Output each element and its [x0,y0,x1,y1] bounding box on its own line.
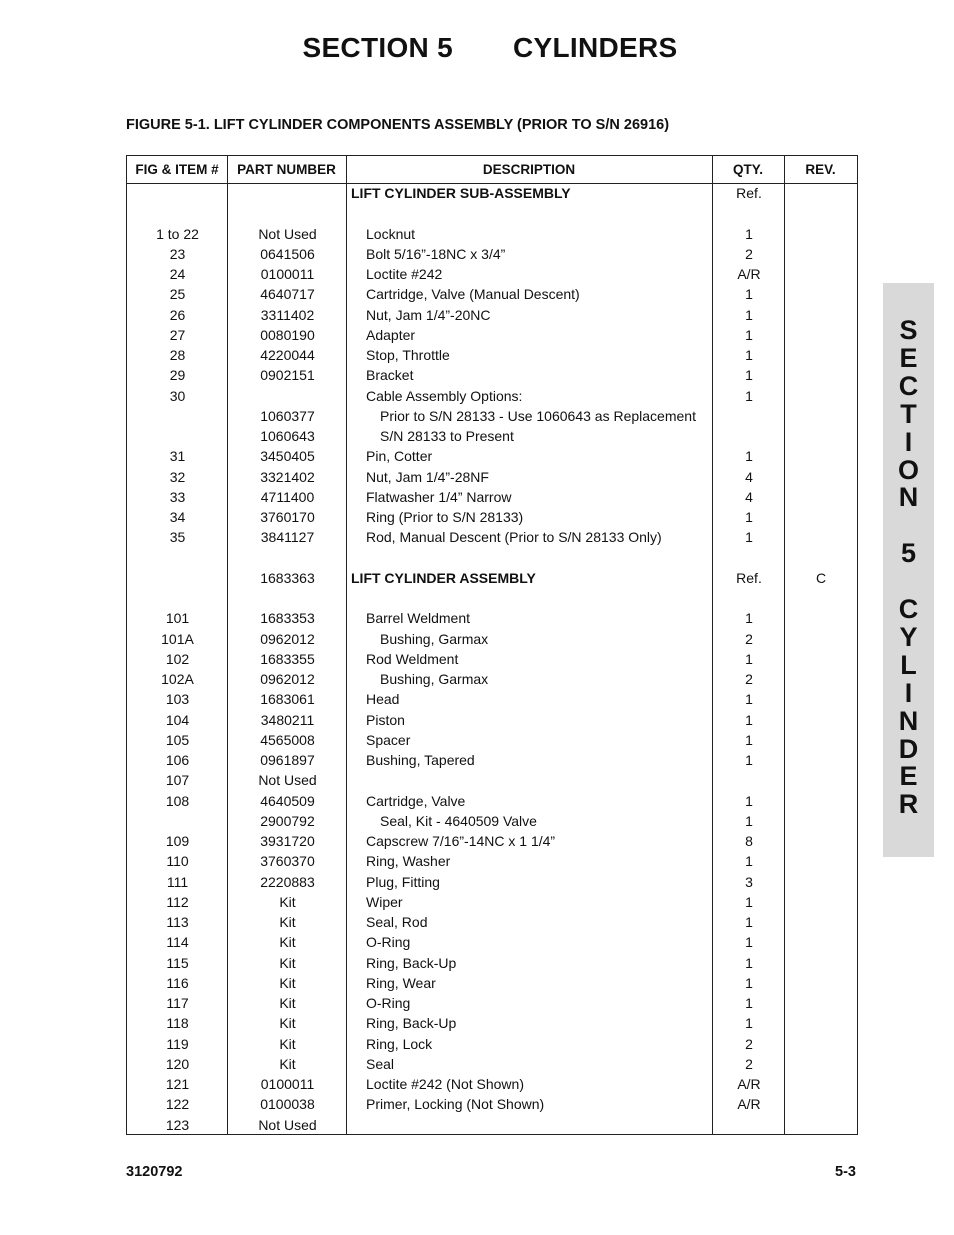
fig-item-cell: 101 [165,610,190,627]
qty-cell: 2 [745,245,753,262]
header-rev: REV. [805,162,836,177]
table-row [127,1013,857,1033]
table-row [127,629,857,649]
side-tab-letter: E [899,761,918,792]
fig-item-cell: 102A [161,671,194,687]
qty-cell: 1 [745,347,753,363]
description-cell: Nut, Jam 1/4”-20NC [366,306,491,323]
table-row [127,345,857,365]
table-row [127,932,857,952]
qty-cell: 1 [745,448,753,465]
table-row [127,851,857,871]
qty-cell: 1 [745,893,753,910]
fig-item-cell: 104 [165,711,190,728]
table-body [127,183,857,1135]
description-cell: Cable Assembly Options: [366,387,523,404]
part-number-cell: Not Used [258,1116,317,1133]
description-cell: Flatwasher 1/4” Narrow [366,488,512,505]
table-header [127,156,857,184]
fig-item-cell: 24 [169,266,186,282]
fig-item-cell: 102 [165,650,190,667]
table-row [127,507,857,527]
part-number-cell: 0080190 [260,326,315,343]
part-number-cell: 3321402 [260,468,315,485]
table-row [127,791,857,811]
side-tab-letter: L [900,649,917,680]
part-number-cell: 4565008 [260,731,315,748]
description-cell: Primer, Locking (Not Shown) [366,1096,545,1113]
qty-cell: A/R [737,266,761,282]
fig-item-cell: 30 [169,387,186,404]
document-number: 3120792 [126,1164,183,1180]
description-cell: Ring, Back-Up [366,1015,457,1032]
description-cell: Rod Weldment [366,650,459,667]
description-cell: Bracket [366,367,414,384]
part-number-cell: 3931720 [260,833,315,849]
fig-item-cell: 108 [165,792,190,809]
part-number-cell: 1683061 [260,691,315,708]
description-cell: Wiper [366,893,403,910]
fig-item-cell: 31 [169,448,186,465]
qty-cell: 1 [745,529,753,546]
part-number-cell: 1060643 [260,428,315,444]
part-number-cell: Kit [279,1055,296,1072]
part-number-cell: 4220044 [260,347,315,363]
description-cell: Seal, Rod [366,914,428,930]
header-part-number: PART NUMBER [237,162,336,177]
description-cell: Loctite #242 (Not Shown) [366,1076,524,1092]
description-cell: Pin, Cotter [366,448,433,465]
fig-item-cell: 113 [166,914,189,930]
side-tab-letter: C [898,594,919,624]
part-number-cell: 2900792 [260,812,315,829]
description-cell: O-Ring [366,934,411,951]
table-row [127,770,857,790]
fig-item-cell: 107 [165,772,190,789]
part-number-cell: 0641506 [260,245,315,262]
description-cell: Adapter [366,326,416,343]
qty-cell: 1 [745,225,753,242]
table-row [127,548,857,568]
table-row [127,487,857,507]
part-number-cell: Not Used [258,772,317,789]
description-cell: Seal, Kit - 4640509 Valve [380,812,537,829]
part-number-cell: 1060377 [260,407,315,424]
side-tab-letter: N [898,482,919,513]
part-number-cell: Kit [279,914,296,930]
part-number-cell: 3841127 [260,529,315,546]
part-number-cell: Kit [279,934,296,951]
part-number-cell: Kit [279,1015,296,1032]
side-tab-letter: S [899,315,918,345]
qty-cell: 1 [745,509,753,525]
table-row [127,224,857,244]
fig-item-cell: 115 [166,954,189,971]
fig-item-cell: 25 [169,286,186,303]
fig-item-cell: 27 [169,326,186,343]
table-row [127,264,857,284]
fig-item-cell: 111 [166,873,189,890]
part-number-cell: 0100011 [260,1076,315,1092]
qty-cell: A/R [737,1076,761,1092]
description-cell: Seal [366,1055,395,1072]
qty-cell: 1 [745,650,753,667]
description-cell: Locknut [366,225,416,242]
part-number-cell: 0100011 [260,266,315,282]
table-row [127,305,857,325]
description-cell: Ring, Washer [366,853,451,870]
part-number-cell: 3480211 [260,711,315,728]
qty-cell: 2 [745,630,753,647]
fig-item-cell: 114 [166,934,189,951]
fig-item-cell: 112 [166,893,189,910]
part-number-cell: 0962012 [260,671,315,687]
part-number-cell: 4640717 [260,286,315,303]
table-row [127,527,857,547]
part-number-cell: 3311402 [260,306,315,323]
table-row [127,872,857,892]
part-number-cell: Kit [279,974,296,991]
table-row [127,892,857,912]
qty-cell: 1 [745,711,753,728]
table-row [127,953,857,973]
description-cell: Ring, Back-Up [366,954,457,971]
fig-item-cell: 121 [165,1076,190,1092]
part-number-cell: 1683353 [260,610,315,627]
page-title [0,32,954,64]
parts-table [126,155,858,1135]
description-cell: Ring, Lock [366,1035,433,1052]
description-cell: Piston [366,711,405,728]
side-tab-letter: E [899,342,918,373]
side-tab-letter: I [904,426,913,457]
part-number-cell: Kit [279,954,296,971]
table-row [127,1115,857,1135]
fig-item-cell: 1 to 22 [156,225,199,242]
section-number: SECTION 5 [302,32,453,63]
side-tab-letter: R [898,789,919,820]
qty-cell: 1 [745,367,753,384]
table-row [127,426,857,446]
header-qty: QTY. [732,162,763,177]
table-row [127,467,857,487]
table-row [127,831,857,851]
qty-cell: 3 [745,873,753,890]
qty-cell: 1 [745,853,753,870]
qty-cell: 1 [745,995,753,1011]
table-row [127,203,857,223]
figure-caption: FIGURE 5-1. LIFT CYLINDER COMPONENTS ASSEMBLY (PRIOR TO S/N 26916) [126,117,670,133]
qty-cell: 1 [745,1015,753,1032]
qty-cell: 1 [745,792,753,809]
qty-cell: 1 [745,286,753,303]
table-row [127,183,857,203]
qty-cell: 1 [745,610,753,627]
description-cell: Barrel Weldment [366,610,471,627]
part-number-cell: 0902151 [260,367,315,384]
section-title: CYLINDERS [513,32,678,63]
description-cell: Ring, Wear [366,974,436,991]
part-number-cell: 2220883 [260,873,315,890]
page-number: 5-3 [835,1164,856,1180]
description-cell: Stop, Throttle [366,347,450,363]
qty-cell: 1 [745,974,753,991]
side-tab-letter: T [900,398,917,429]
table-row [127,406,857,426]
table-row [127,811,857,831]
description-cell: Bushing, Tapered [366,752,475,768]
qty-cell: 1 [745,387,753,404]
qty-cell: 1 [745,954,753,971]
side-tab-letter: I [904,677,913,708]
table-row [127,588,857,608]
table-row [127,710,857,730]
fig-item-cell: 119 [166,1035,189,1052]
part-number-cell: 1683363 [260,569,315,586]
qty-cell: 2 [745,1055,753,1072]
side-tab-letter: D [898,733,919,764]
qty-cell: 1 [745,306,753,323]
qty-cell: 2 [745,1035,753,1052]
table-row [127,244,857,264]
description-cell: Loctite #242 [366,266,443,282]
description-cell: S/N 28133 to Present [380,428,514,444]
table-row [127,1094,857,1114]
fig-item-cell: 106 [165,752,190,768]
rev-cell: C [815,569,827,586]
table-row [127,669,857,689]
fig-item-cell: 122 [165,1096,190,1113]
qty-cell: 1 [745,731,753,748]
table-row [127,649,857,669]
description-cell: Ring (Prior to S/N 28133) [366,509,524,525]
fig-item-cell: 110 [166,853,189,870]
fig-item-cell: 34 [169,509,186,525]
fig-item-cell: 101A [161,630,194,647]
table-row [127,730,857,750]
description-cell: Head [366,691,400,708]
part-number-cell: Kit [279,995,296,1011]
table-row [127,750,857,770]
fig-item-cell: 28 [169,347,186,363]
qty-cell: A/R [737,1096,761,1113]
qty-cell: 4 [745,488,753,505]
table-row [127,608,857,628]
fig-item-cell: 103 [165,691,190,708]
part-number-cell: 3450405 [260,448,315,465]
side-tab-letter: N [898,705,919,736]
qty-cell: 1 [745,934,753,951]
part-number-cell: 4711400 [260,488,315,505]
table-row [127,386,857,406]
header-fig-item: FIG & ITEM # [135,162,219,177]
fig-item-cell: 29 [169,367,186,384]
part-number-cell: 4640509 [260,792,315,809]
table-row [127,568,857,588]
qty-cell: 1 [745,752,753,768]
description-cell: Bushing, Garmax [380,671,489,687]
description-cell: Spacer [366,731,411,748]
qty-cell: 1 [745,326,753,343]
side-tab-letter: O [897,454,919,485]
description-cell: O-Ring [366,995,411,1011]
fig-item-cell: 120 [165,1055,190,1072]
side-tab-letter: 5 [900,538,917,569]
table-row [127,365,857,385]
description-cell: LIFT CYLINDER SUB-ASSEMBLY [351,185,571,201]
fig-item-cell: 33 [169,488,186,505]
qty-cell: 8 [745,833,753,849]
fig-item-cell: 109 [165,833,190,849]
table-row [127,912,857,932]
table-row [127,325,857,345]
description-cell: Cartridge, Valve (Manual Descent) [366,286,580,303]
part-number-cell: 0961897 [260,752,315,768]
description-cell: Bolt 5/16”-18NC x 3/4” [366,245,506,262]
fig-item-cell: 23 [169,245,186,262]
description-cell: Rod, Manual Descent (Prior to S/N 28133 Only) [366,529,662,546]
description-cell: Capscrew 7/16”-14NC x 1 1/4” [366,833,556,849]
part-number-cell: Not Used [258,225,317,242]
qty-cell: 2 [745,671,753,687]
fig-item-cell: 123 [165,1116,190,1133]
description-cell: Nut, Jam 1/4”-28NF [366,468,489,485]
fig-item-cell: 32 [169,468,186,485]
table-row [127,1074,857,1094]
section-side-tab [883,283,934,857]
fig-item-cell: 118 [166,1015,189,1032]
qty-cell: 1 [745,914,753,930]
description-cell: LIFT CYLINDER ASSEMBLY [351,569,536,586]
description-cell: Plug, Fitting [366,873,440,890]
table-row [127,973,857,993]
side-tab-letter: C [898,370,919,401]
part-number-cell: 1683355 [260,650,315,667]
part-number-cell: 3760370 [260,853,315,870]
fig-item-cell: 105 [165,731,190,748]
fig-item-cell: 26 [169,306,186,323]
table-row [127,993,857,1013]
qty-cell: 1 [745,691,753,708]
part-number-cell: Kit [279,893,296,910]
description-cell: Prior to S/N 28133 - Use 1060643 as Replacement [380,407,696,424]
table-row [127,689,857,709]
part-number-cell: 0962012 [260,630,315,647]
fig-item-cell: 116 [166,974,189,991]
qty-cell: Ref. [736,569,762,586]
side-tab-letter: Y [899,621,918,652]
description-cell: Bushing, Garmax [380,630,489,647]
table-row [127,1054,857,1074]
table-row [127,1034,857,1054]
table-row [127,284,857,304]
part-number-cell: Kit [279,1035,296,1052]
description-cell: Cartridge, Valve [366,792,466,809]
part-number-cell: 3760170 [260,509,315,525]
part-number-cell: 0100038 [260,1096,315,1113]
qty-cell: Ref. [736,185,762,201]
qty-cell: 4 [745,468,753,485]
table-row [127,446,857,466]
qty-cell: 1 [745,812,753,829]
fig-item-cell: 117 [166,995,189,1011]
fig-item-cell: 35 [169,529,186,546]
header-description: DESCRIPTION [482,162,576,177]
